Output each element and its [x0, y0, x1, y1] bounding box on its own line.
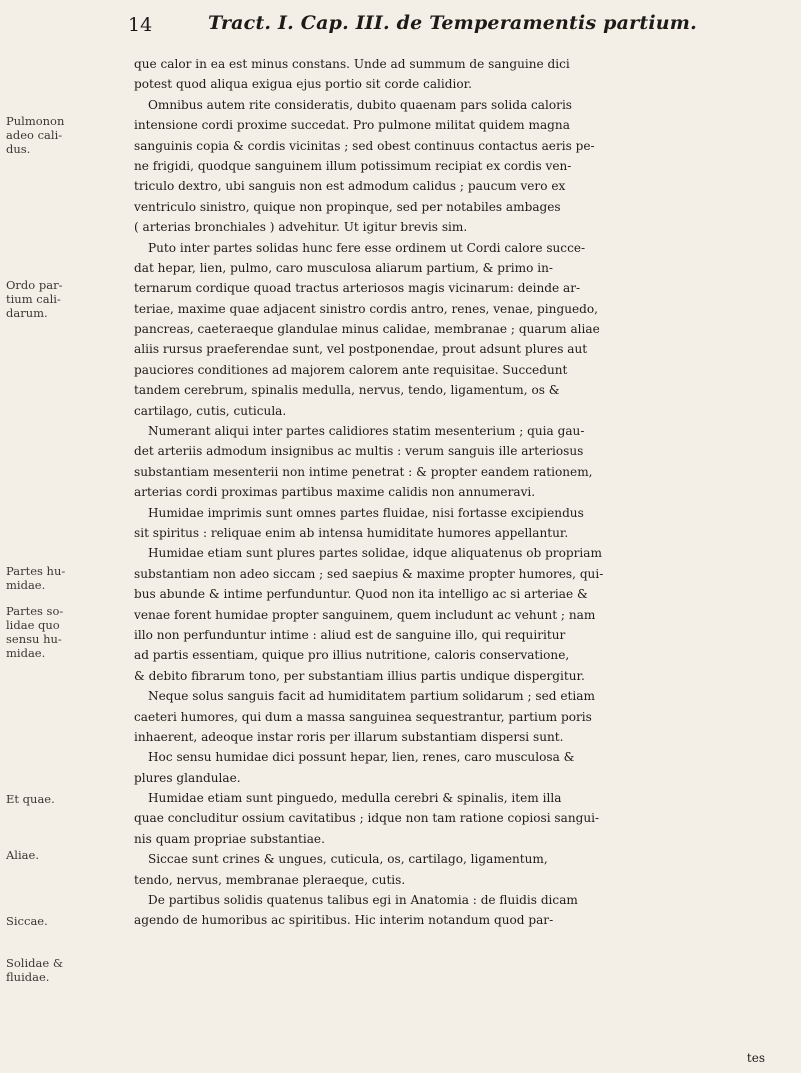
text-line: det arteriis admodum insignibus ac multis : verum sanguis ille arteriosus [134, 444, 584, 459]
running-title: Tract. I. Cap. III. de Temperamentis partium. [208, 12, 697, 34]
text-line: caeteri humores, qui dum a massa sanguinea sequestrantur, partium poris [134, 709, 592, 724]
text-line: Neque solus sanguis facit ad humiditatem partium solidarum ; sed etiam [148, 689, 595, 704]
text-line: De partibus solidis quatenus talibus egi in Anatomia : de fluidis dicam [148, 893, 578, 908]
page-header [128, 12, 761, 40]
text-line: Siccae sunt crines & ungues, cuticula, os, cartilago, ligamentum, [148, 852, 548, 867]
text-line: ( arterias bronchiales ) advehitur. Ut igitur brevis sim. [134, 220, 468, 235]
text-line: que calor in ea est minus constans. Unde ad summum de sanguine dici [134, 57, 570, 71]
text-line: Omnibus autem rite consideratis, dubito quaenam pars solida caloris [148, 97, 573, 112]
main-text [134, 54, 770, 931]
catchword: tes [746, 1051, 765, 1065]
text-line: sit spiritus : reliquae enim ab intensa humiditate humores appellantur. [134, 525, 569, 540]
text-line: ad partis essentiam, quique pro illius nutritione, caloris conservatione, [134, 648, 570, 663]
text-line: Numerant aliqui inter partes calidiores statim mesenterium ; quia gau- [148, 424, 585, 439]
margin-note: Partes so- lidae quo sensu hu- midae. [6, 604, 64, 660]
text-line: substantiam non adeo siccam ; sed saepius & maxime propter humores, qui- [134, 566, 604, 581]
text-line: pancreas, caeteraeque glandulae minus calidae, membranae ; quarum aliae [134, 322, 600, 337]
text-line: & debito fibrarum tono, per substantiam illius partis undique dispergitur. [134, 668, 585, 683]
text-line: illo non perfunduntur intime : aliud est de sanguine illo, qui requiritur [134, 627, 566, 642]
text-line: Hoc sensu humidae dici possunt hepar, lien, renes, caro musculosa & [148, 750, 575, 765]
text-line: Humidae etiam sunt pinguedo, medulla cerebri & spinalis, item illa [148, 791, 562, 806]
text-line: quae concluditur ossium cavitatibus ; idque non tam ratione copiosi sangui- [134, 811, 600, 826]
text-line: Humidae imprimis sunt omnes partes fluidae, nisi fortasse excipiendus [148, 505, 584, 520]
text-line: intensione cordi proxime succedat. Pro pulmone militat quidem magna [134, 118, 570, 133]
text-line: ventriculo sinistro, quique non propinque, sed per notabiles ambages [134, 199, 561, 214]
text-line: agendo de humoribus ac spiritibus. Hic interim notandum quod par- [134, 913, 554, 928]
page-number: 14 [128, 14, 153, 36]
text-line: sanguinis copia & cordis vicinitas ; sed obest continuus contactus aeris pe- [134, 138, 595, 153]
text-line: teriae, maxime quae adjacent sinistro cordis antro, renes, venae, pinguedo, [134, 301, 599, 316]
text-line: aliis rursus praeferendae sunt, vel postponendae, prout adsunt plures aut [134, 342, 588, 357]
margin-note: Ordo par- tium cali- darum. [6, 278, 63, 320]
text-line: tandem cerebrum, spinalis medulla, nervus, tendo, ligamentum, os & [134, 383, 560, 398]
text-line: Puto inter partes solidas hunc fere esse ordinem ut Cordi calore succe- [148, 240, 586, 255]
margin-note: Et quae. [6, 792, 55, 806]
text-line: arterias cordi proximas partibus maxime calidis non annumeravi. [134, 485, 536, 500]
text-line: dat hepar, lien, pulmo, caro musculosa aliarum partium, & primo in- [134, 260, 554, 275]
margin-note: Siccae. [6, 914, 48, 928]
text-line: ternarum cordique quoad tractus arteriosos magis vicinarum: deinde ar- [134, 281, 581, 296]
text-line: cartilago, cutis, cuticula. [134, 403, 287, 418]
text-line: inhaerent, adeoque instar roris per illarum substantiam dispersi sunt. [134, 729, 564, 744]
margin-notes [0, 0, 120, 1073]
text-line: potest quod aliqua exigua ejus portio sit corde calidior. [134, 77, 472, 92]
text-line: venae forent humidae propter sanguinem, quem includunt ac vehunt ; nam [134, 607, 596, 622]
margin-note: Pulmonon adeo cali- dus. [6, 114, 65, 156]
text-line: ne frigidi, quodque sanguinem illum potissimum recipiat ex cordis ven- [134, 158, 572, 173]
text-line: nis quam propriae substantiae. [134, 831, 325, 846]
margin-note: Partes hu- midae. [6, 564, 66, 592]
text-line: Humidae etiam sunt plures partes solidae, idque aliquatenus ob propriam [148, 546, 602, 561]
text-line: plures glandulae. [134, 770, 241, 785]
margin-note: Solidae & fluidae. [6, 956, 64, 984]
margin-note: Aliae. [6, 848, 39, 862]
text-line: pauciores conditiones ad majorem calorem ante requisitae. Succedunt [134, 362, 568, 377]
text-line: tendo, nervus, membranae pleraeque, cutis. [134, 872, 406, 887]
text-line: triculo dextro, ubi sanguis non est admodum calidus ; paucum vero ex [134, 179, 566, 194]
text-line: substantiam mesenterii non intime penetrat : & propter eandem rationem, [134, 464, 593, 479]
text-line: bus abunde & intime perfunduntur. Quod non ita intelligo ac si arteriae & [134, 587, 588, 602]
